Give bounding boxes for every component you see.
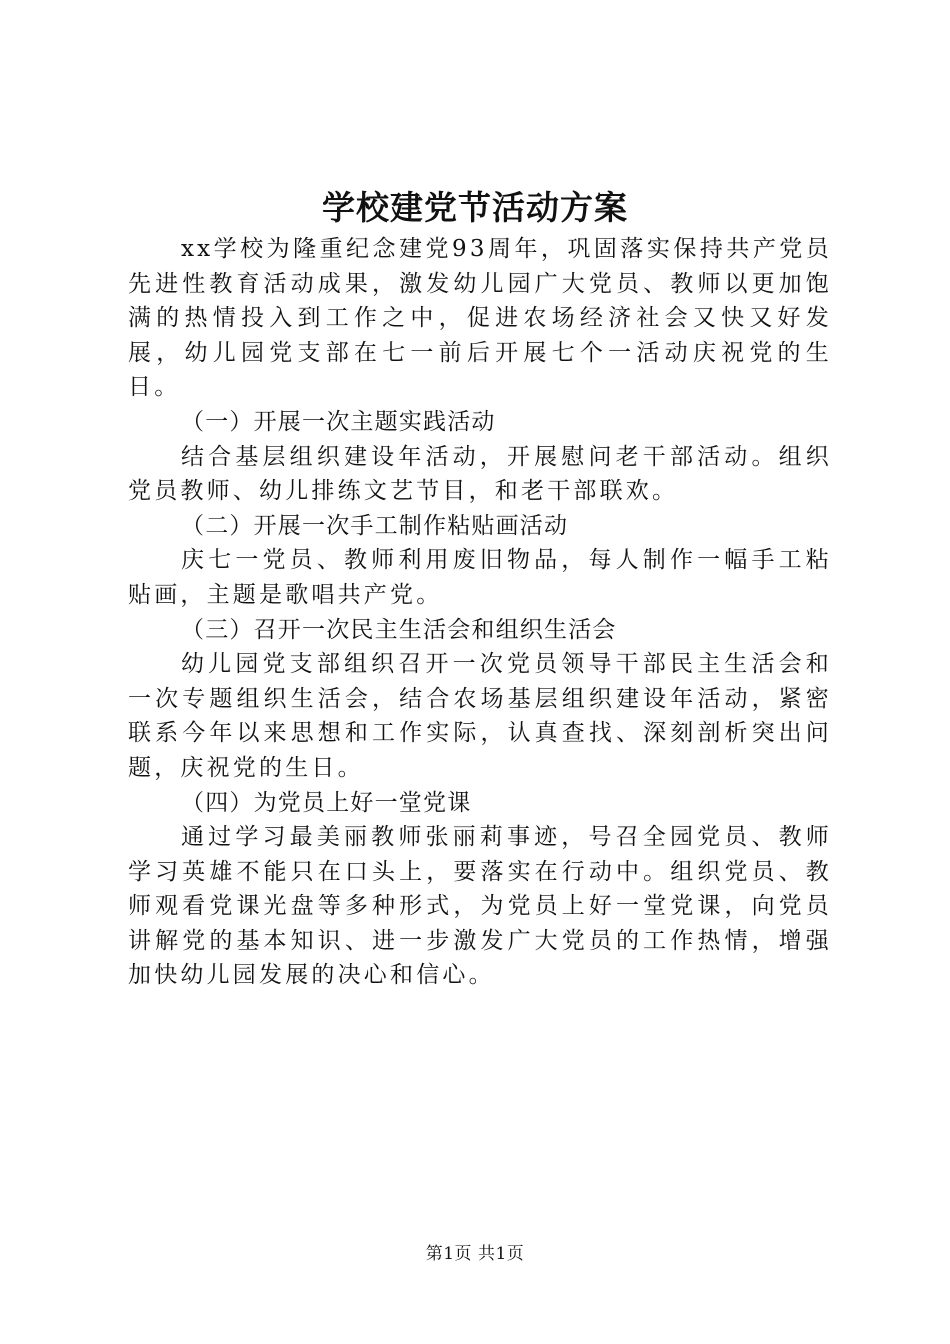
paragraph-section-4: 通过学习最美丽教师张丽莉事迹，号召全园党员、教师学习英雄不能只在口头上，要落实在行动中。组织党员、教师观看党课光盘等多种形式，为党员上好一堂党课，向党员讲解党的基本知识、进一步激发广大党员的工作热情，增强加快幼儿园发展的决心和信心。 (128, 824, 832, 989)
document-body (128, 232, 832, 993)
section-heading-2: （二）开展一次手工制作粘贴画活动 (181, 512, 569, 539)
section-heading-4: （四）为党员上好一堂党课 (181, 789, 472, 816)
paragraph-section-1: 结合基层组织建设年活动，开展慰问老干部活动。组织党员教师、幼儿排练文艺节目，和老干部联欢。 (128, 443, 832, 505)
paragraph-section-2: 庆七一党员、教师利用废旧物品，每人制作一幅手工粘贴画，主题是歌唱共产党。 (128, 547, 832, 608)
section-heading-3: （三）召开一次民主生活会和组织生活会 (181, 616, 617, 643)
paragraph-section-3: 幼儿园党支部组织召开一次党员领导干部民主生活会和一次专题组织生活会，结合农场基层组织建设年活动，紧密联系今年以来思想和工作实际，认真查找、深刻剖析突出问题，庆祝党的生日。 (128, 651, 832, 781)
section-heading-1: （一）开展一次主题实践活动 (181, 408, 496, 435)
paragraph-intro: xx学校为隆重纪念建党93周年，巩固落实保持共产党员先进性教育活动成果，激发幼儿园广大党员、教师以更加饱满的热情投入到工作之中，促进农场经济社会又快又好发展，幼儿园党支部在七一前后开展七个一活动庆祝党的生日。 (128, 236, 832, 401)
page-footer: 第1页 共1页 (425, 1244, 525, 1264)
document-title: 学校建党节活动方案 (322, 188, 628, 227)
